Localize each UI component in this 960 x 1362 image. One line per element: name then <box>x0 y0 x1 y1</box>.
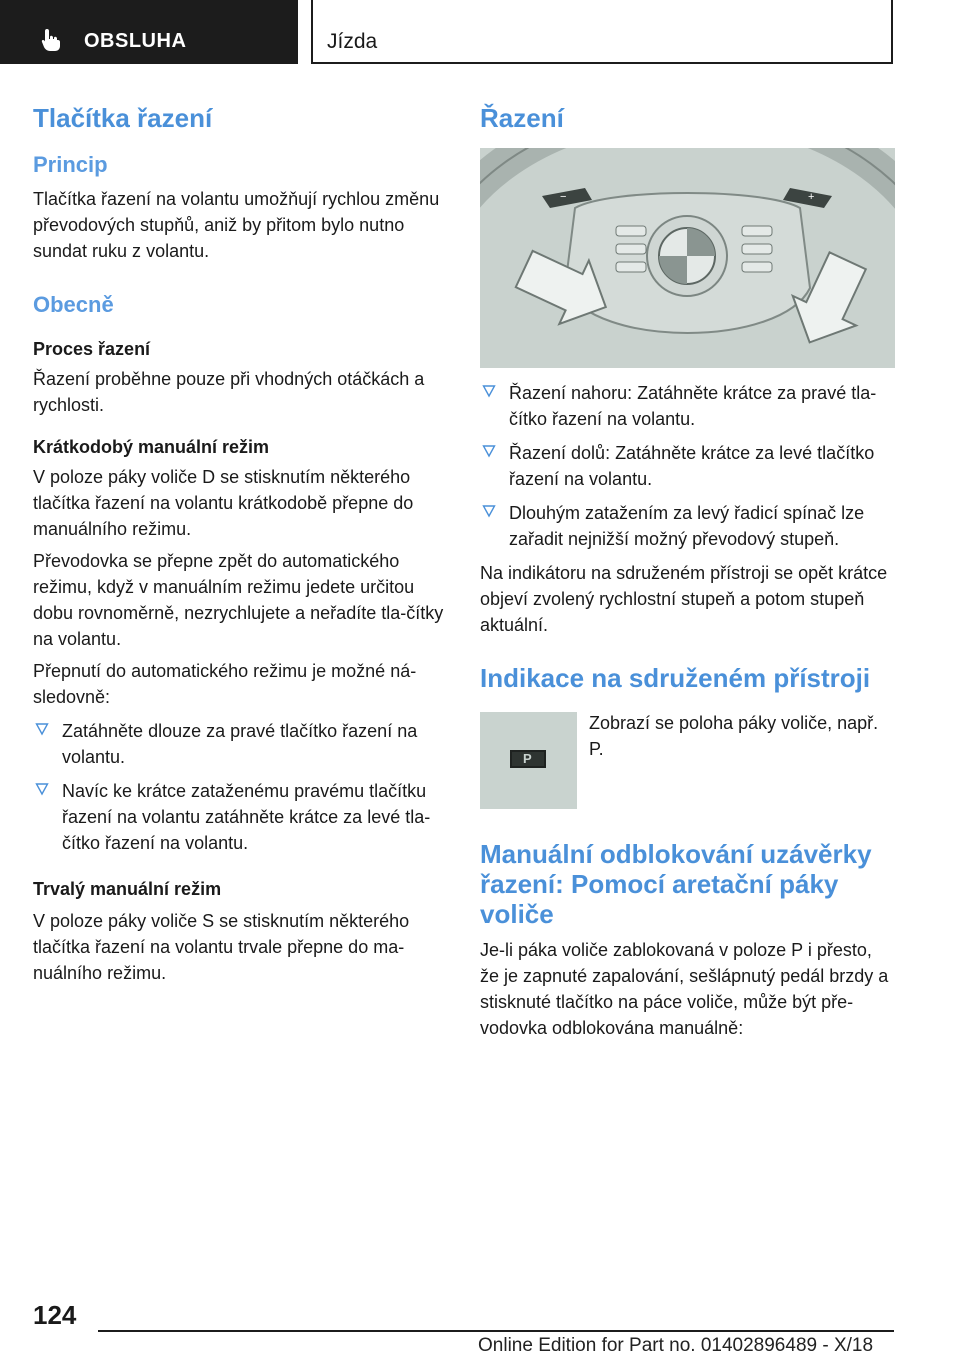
manual-release-heading: Manuální odblokování uzávěrky řazení: Pomocí aretační páky voliče <box>480 839 872 929</box>
cluster-display-illustration <box>480 712 577 809</box>
minus-paddle-label: − <box>560 191 567 203</box>
cluster-heading: Indikace na sdruženém přístroji <box>480 663 871 693</box>
short-manual-heading: Krátkodobý manuální režim <box>33 437 270 457</box>
triangle-bullet-icon <box>482 384 496 398</box>
permanent-manual-heading: Trvalý manuální režim <box>33 879 222 899</box>
shift-list <box>480 380 895 552</box>
section-label: OBSLUHA <box>84 30 187 52</box>
section-tab <box>0 0 298 64</box>
breadcrumb-label: Jízda <box>327 30 378 53</box>
process-heading: Proces řazení <box>33 339 151 359</box>
auto-mode-list <box>33 718 445 856</box>
list-item: Řazení dolů: Zatáhněte krátce za levé tlačítko řazení na volantu. <box>480 440 895 492</box>
left-column <box>33 100 445 986</box>
plus-paddle-label: + <box>808 191 815 203</box>
list-item: Navíc ke krátce zataženému pravému tlačítku řazení na volantu zatáhněte krátce za levé tla‐čítko řazení na volantu. <box>33 778 445 856</box>
short-manual-text-3: Přepnutí do automatického režimu je možné ná‐sledovně: <box>33 661 417 707</box>
triangle-bullet-icon <box>35 722 49 736</box>
list-item: Dlouhým zatažením za levý řadicí spínač lze zařadit nejnižší možný převodový stupeň. <box>480 500 895 552</box>
list-item: Řazení nahoru: Zatáhněte krátce za pravé tla‐čítko řazení na volantu. <box>480 380 895 432</box>
right-column <box>480 100 895 1041</box>
triangle-bullet-icon <box>35 782 49 796</box>
cluster-block <box>480 710 895 809</box>
triangle-bullet-icon <box>482 444 496 458</box>
p-indicator-letter: P <box>523 751 532 766</box>
principle-heading: Princip <box>33 152 108 177</box>
shift-text: Na indikátoru na sdruženém přístroji se opět krátce objeví zvolený rychlostní stupeň a potom stupeň aktuální. <box>480 563 888 635</box>
hand-icon <box>40 28 62 52</box>
edition-text: Online Edition for Part no. 01402896489 - X/18 <box>478 1335 874 1356</box>
list-item: Zatáhněte dlouze za pravé tlačítko řazení na volantu. <box>33 718 445 770</box>
manual-release-text: Je-li páka voliče zablokovaná v poloze P i přesto, že je zapnuté zapalování, sešlápnutý pedál brzdy a stisknuté tlačítko na páce voliče, může být pře‐vodovka odblokována manuálně: <box>480 940 889 1038</box>
triangle-bullet-icon <box>482 504 496 518</box>
permanent-manual-text: V poloze páky voliče S se stisknutím některého tlačítka řazení na volantu trvale přepne do ma‐nuálního režimu. <box>33 911 410 983</box>
page-number: 124 <box>33 1300 77 1330</box>
shift-heading: Řazení <box>480 103 564 133</box>
principle-text: Tlačítka řazení na volantu umožňují rychlou změnu převodových stupňů, aniž by přitom bylo nutno sundat ruku z volantu. <box>33 189 440 261</box>
short-manual-text-2: Převodovka se přepne zpět do automatického režimu, když v manuálním režimu jedete určitou dobu rovnoměrně, nezrychlujete a neřadíte tla‐čítky na volantu. <box>33 551 444 649</box>
general-heading: Obecně <box>33 292 114 317</box>
breadcrumb <box>311 0 893 64</box>
page-title: Tlačítka řazení <box>33 103 213 133</box>
cluster-text: Zobrazí se poloha páky voliče, např. P. <box>589 713 879 759</box>
short-manual-text-1: V poloze páky voliče D se stisknutím některého tlačítka řazení na volantu krátkodobě přepne do manuálního režimu. <box>33 467 414 539</box>
footer-divider <box>98 1330 894 1332</box>
process-text: Řazení proběhne pouze při vhodných otáčkách a rychlosti. <box>33 369 425 415</box>
steering-wheel-drawing <box>480 148 895 368</box>
steering-wheel-illustration <box>480 148 895 368</box>
